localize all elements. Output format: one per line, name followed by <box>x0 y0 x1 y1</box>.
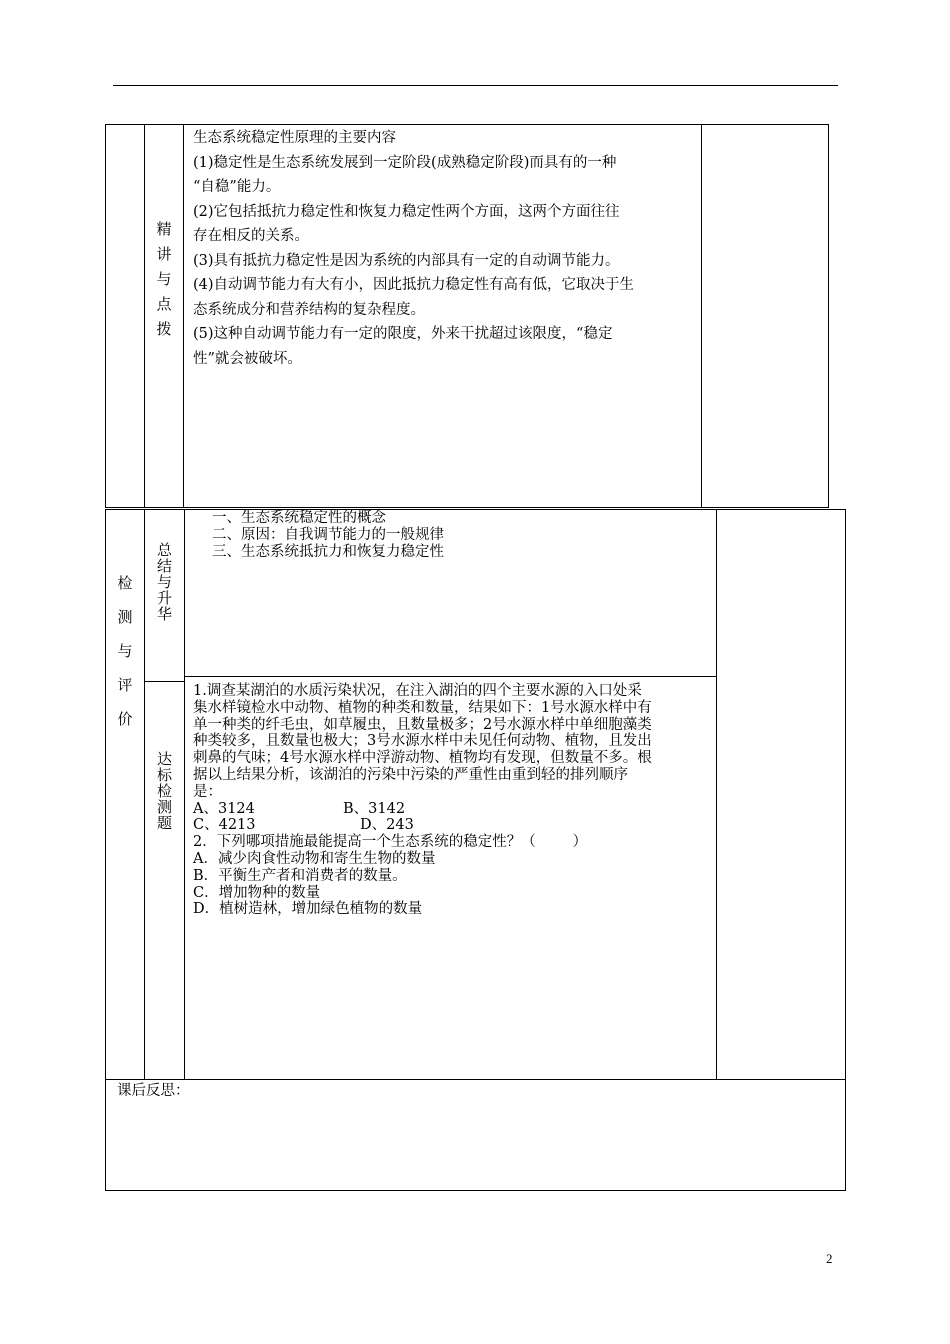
reflection-label: 课后反思： <box>117 1083 190 1099</box>
header-rule <box>113 85 838 86</box>
question-1-line: 1.调查某湖泊的水质污染状况，在注入湖泊的四个主要水源的入口处采 <box>193 683 642 699</box>
question-2-option: B．平衡生产者和消费者的数量。 <box>193 867 407 884</box>
question-1-line: 据以上结果分析，该湖泊的污染中污染的严重性由重到轻的排列顺序 <box>193 766 628 783</box>
question-1-line: 刺鼻的气味；4号水源水样中浮游动物、植物均有发现，但数量不多。根 <box>193 750 652 767</box>
question-1-line: 是： <box>193 783 222 800</box>
question-2-option: A．减少肉食性动物和寄生生物的数量 <box>193 850 436 867</box>
test-label: 达 标 检 测 题 <box>156 750 172 832</box>
section1-label: 精 讲 与 点 拨 <box>156 220 172 338</box>
question-2-stem: 2．下列哪项措施最能提高一个生态系统的稳定性？（ ） <box>193 834 588 851</box>
summary-content: 一、生态系统稳定性的概念 二、原因：自我调节能力的一般规律 三、生态系统抵抗力和恢复力稳定性 <box>212 510 444 560</box>
test-content <box>193 683 713 918</box>
summary-label: 总 结 与 升 华 <box>156 541 172 623</box>
option-a: A、3124 <box>193 800 255 817</box>
question-1-options-row <box>193 801 713 818</box>
question-2-option: D．植树造林，增加绿色植物的数量 <box>193 901 423 918</box>
question-2-option: C．增加物种的数量 <box>193 884 321 901</box>
option-c: C、4213 <box>193 817 256 834</box>
question-1-line: 种类较多，且数量也极大；3号水源水样中未见任何动物、植物，且发出 <box>193 733 652 750</box>
section1-heading: 生态系统稳定性原理的主要内容 <box>193 130 396 146</box>
option-d: D、243 <box>360 817 414 834</box>
section2-outer-label: 检 测 与 评 价 <box>117 574 133 728</box>
section1-content: 生态系统稳定性原理的主要内容 (1)稳定性是生态系统发展到一定阶段(成熟稳定阶段)而具有的一种 “自稳”能力。 (2)它包括抵抗力稳定性和恢复力稳定性两个方面，这两个方面往往 存在相反的关系。 (3)具有抵抗力稳定性是因为系统的内部具有一定的自动调节能力。 (4)自动调节能力有大有小，因此抵抗力稳定性有高有低，它取决于生 态系统成分和营养结构的复杂程度。 (5)这种自动调节能力有一定的限度，外来干扰超过该限度，“稳定 性”就会被破坏。 <box>193 126 698 371</box>
option-b: B、3142 <box>343 800 406 817</box>
question-1-options-row <box>193 817 713 834</box>
question-1-line: 单一种类的纤毛虫，如草履虫，且数量极多；2号水源水样中单细胞藻类 <box>193 716 652 733</box>
page-number: 2 <box>826 1251 833 1266</box>
question-1-line: 集水样镜检水中动物、植物的种类和数量，结果如下：1号水源水样中有 <box>193 699 652 716</box>
